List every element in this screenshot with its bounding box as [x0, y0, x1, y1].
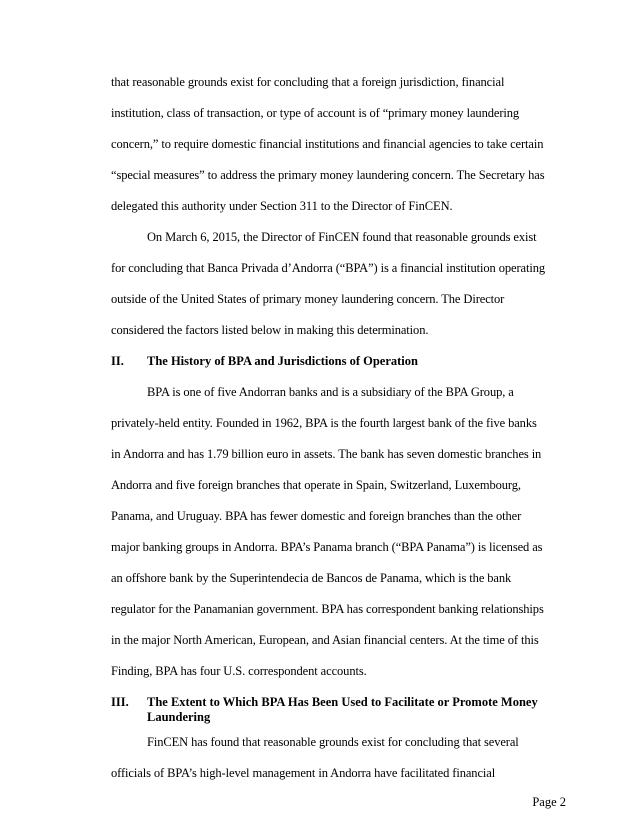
body-text-line: concern,” to require domestic financial institutions and financial agencies to take certain — [111, 137, 544, 151]
body-text-line: BPA is one of five Andorran banks and is a subsidiary of the BPA Group, a — [147, 385, 514, 399]
body-text-line: delegated this authority under Section 311 to the Director of FinCEN. — [111, 199, 453, 213]
body-text-line: for concluding that Banca Privada d’Andorra (“BPA”) is a financial institution operating — [111, 261, 546, 275]
body-text-line: “special measures” to address the primary money laundering concern. The Secretary has — [111, 168, 545, 182]
section-heading: The Extent to Which BPA Has Been Used to Facilitate or Promote Money — [147, 695, 538, 709]
body-text-line: Finding, BPA has four U.S. correspondent accounts. — [111, 664, 367, 678]
body-text-line: On March 6, 2015, the Director of FinCEN found that reasonable grounds exist — [147, 230, 537, 244]
body-text-line: regulator for the Panamanian government. BPA has correspondent banking relationships — [111, 602, 544, 616]
body-text-line: in Andorra and has 1.79 billion euro in assets. The bank has seven domestic branches in — [111, 447, 542, 461]
body-text-line: privately-held entity. Founded in 1962, BPA is the fourth largest bank of the five banks — [111, 416, 537, 430]
section-heading: The History of BPA and Jurisdictions of Operation — [147, 354, 418, 368]
body-text-line: major banking groups in Andorra. BPA’s Panama branch (“BPA Panama”) is licensed as — [111, 540, 543, 554]
body-text-line: that reasonable grounds exist for concluding that a foreign jurisdiction, financial — [111, 75, 505, 89]
body-text-line: Andorra and five foreign branches that operate in Spain, Switzerland, Luxembourg, — [111, 478, 521, 492]
body-text-line: considered the factors listed below in making this determination. — [111, 323, 429, 337]
body-text-line: in the major North American, European, and Asian financial centers. At the time of this — [111, 633, 539, 647]
body-text-line: an offshore bank by the Superintendecia de Bancos de Panama, which is the bank — [111, 571, 512, 585]
body-text-line: outside of the United States of primary money laundering concern. The Director — [111, 292, 505, 306]
section-heading-continued: Laundering — [147, 710, 211, 724]
page-number: Page 2 — [532, 795, 566, 809]
body-text-line: officials of BPA’s high-level management in Andorra have facilitated financial — [111, 766, 496, 780]
section-number: III. — [111, 695, 129, 709]
section-number: II. — [111, 354, 124, 368]
body-text-line: institution, class of transaction, or type of account is of “primary money laundering — [111, 106, 520, 120]
body-text-line: FinCEN has found that reasonable grounds exist for concluding that several — [147, 735, 519, 749]
body-text-line: Panama, and Uruguay. BPA has fewer domestic and foreign branches than the other — [111, 509, 522, 523]
